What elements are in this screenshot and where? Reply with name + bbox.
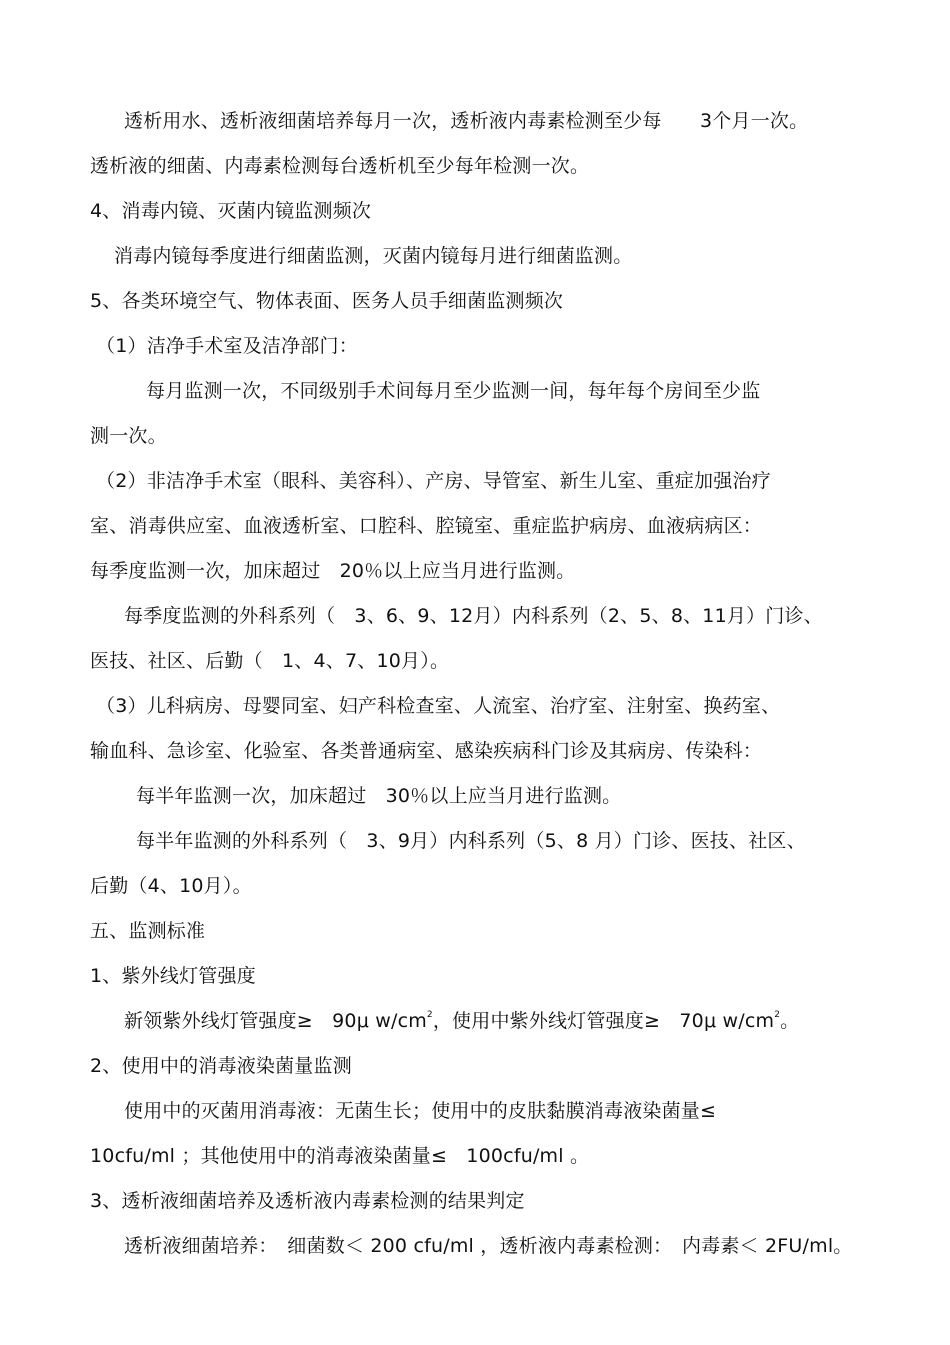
paragraph-line: 输血科、急诊室、化验室、各类普通病室、感染疾病科门诊及其病房、传染科： — [90, 740, 763, 762]
paragraph-line: 使用中的灭菌用消毒液：无菌生长；使用中的皮肤黏膜消毒液染菌量≤ — [124, 1100, 717, 1122]
subsection-heading: （2）非洁净手术室（眼科、美容科）、产房、导管室、新生儿室、重症加强治疗 — [96, 470, 771, 492]
section-heading: 2、使用中的消毒液染菌量监测 — [90, 1055, 352, 1077]
paragraph-line: 每半年监测一次，加床超过 30％以上应当月进行监测。 — [136, 785, 622, 807]
subsection-heading: （3）儿科病房、母婴同室、妇产科检查室、人流室、治疗室、注射室、换药室、 — [96, 695, 781, 717]
uv-text-part3: 。 — [780, 1010, 800, 1032]
superscript: 2 — [426, 1010, 433, 1020]
paragraph-line: 测一次。 — [90, 425, 167, 447]
paragraph-line: 医技、社区、后勤（ 1、4、7、10月）。 — [90, 650, 450, 672]
paragraph-line: 后勤（4、10月）。 — [90, 875, 252, 897]
uv-standard-line — [124, 1009, 799, 1033]
section-heading: 五、监测标准 — [90, 920, 206, 942]
uv-text-part2: ，使用中紫外线灯管强度≥ 70μ w/cm — [432, 1010, 775, 1032]
paragraph-line: 每季度监测一次，加床超过 20％以上应当月进行监测。 — [90, 560, 576, 582]
paragraph-line: 透析液细菌培养： 细菌数＜ 200 cfu/ml ，透析液内毒素检测： 内毒素＜ 2FU/ml。 — [124, 1235, 853, 1257]
paragraph-line: 10cfu/ml ；其他使用中的消毒液染菌量≤ 100cfu/ml 。 — [90, 1145, 590, 1167]
uv-text-part1: 新领紫外线灯管强度≥ 90μ w/cm — [124, 1010, 427, 1032]
section-heading: 5、各类环境空气、物体表面、医务人员手细菌监测频次 — [90, 290, 564, 312]
paragraph-line: 透析液的细菌、内毒素检测每台透析机至少每年检测一次。 — [90, 155, 590, 177]
subsection-heading: （1）洁净手术室及洁净部门： — [96, 335, 358, 357]
section-heading: 1、紫外线灯管强度 — [90, 965, 256, 987]
paragraph-line: 室、消毒供应室、血液透析室、口腔科、腔镜室、重症监护病房、血液病病区： — [90, 515, 763, 537]
paragraph-line: 每季度监测的外科系列（ 3、6、9、12月）内科系列（2、5、8、11月）门诊、 — [124, 605, 823, 627]
paragraph-line: 每月监测一次，不同级别手术间每月至少监测一间，每年每个房间至少监 — [146, 380, 761, 402]
superscript: 2 — [774, 1010, 781, 1020]
paragraph-line: 每半年监测的外科系列（ 3、9月）内科系列（5、8 月）门诊、医技、社区、 — [136, 830, 806, 852]
paragraph-line: 透析用水、透析液细菌培养每月一次，透析液内毒素检测至少每 3个月一次。 — [124, 110, 809, 132]
section-heading: 4、消毒内镜、灭菌内镜监测频次 — [90, 200, 372, 222]
paragraph-line: 消毒内镜每季度进行细菌监测，灭菌内镜每月进行细菌监测。 — [114, 245, 633, 267]
section-heading: 3、透析液细菌培养及透析液内毒素检测的结果判定 — [90, 1190, 525, 1212]
